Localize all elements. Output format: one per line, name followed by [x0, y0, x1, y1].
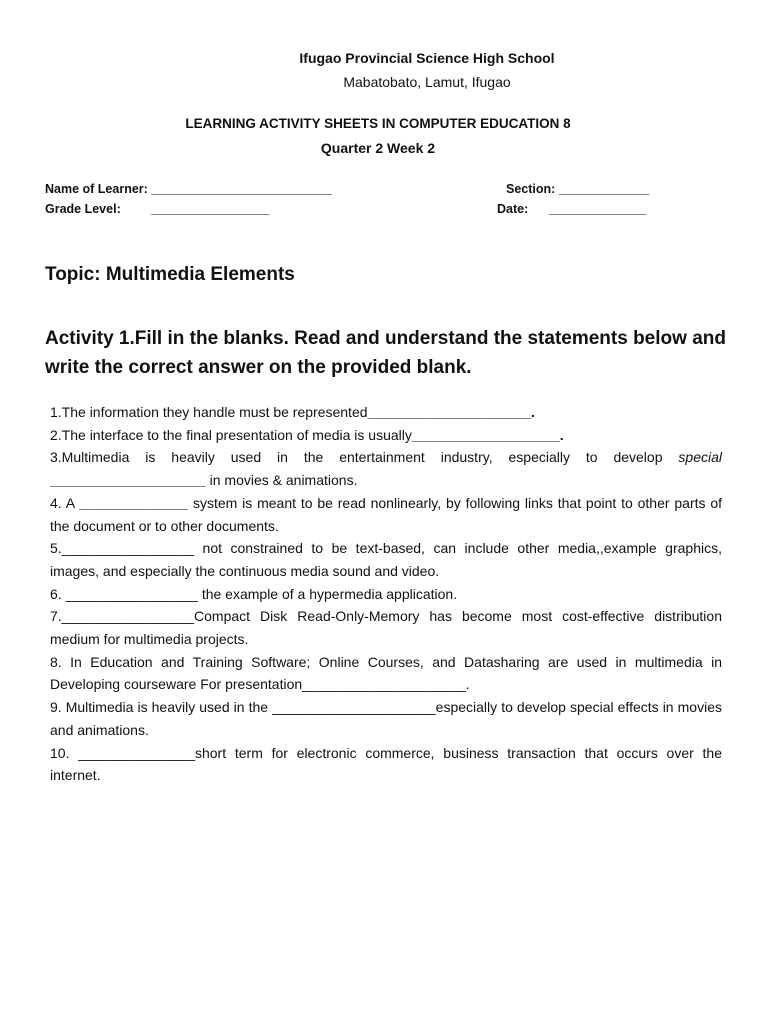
question-item: 7._________________Compact Disk Read-Only-Memory has become most cost-effective distribution medium for multimedia projects. [50, 608, 722, 648]
sheet-title: LEARNING ACTIVITY SHEETS IN COMPUTER EDUCATION 8 [185, 116, 571, 131]
question-item: 8. In Education and Training Software; Online Courses, and Datasharing are used in multimedia in Developing courseware For presentation_____________________. [50, 653, 722, 693]
answer-blank: _____________________. [367, 404, 535, 420]
answer-blank: ___________________. [411, 426, 564, 443]
question-item [50, 446, 722, 491]
name-of-learner-field: Name of Learner: __________________________ [45, 182, 333, 196]
question-text: 2.The interface to the final presentation of media is usually [50, 426, 412, 443]
activity-instructions: Activity 1.Fill in the blanks. Read and understand the statements below and write the correct answer on the provided blank. [45, 328, 726, 378]
question-item [50, 424, 722, 447]
school-address: Mabatobato, Lamut, Ifugao [343, 74, 511, 90]
grade-level-blank: _________________ [151, 202, 270, 216]
question-item: 6. _________________ the example of a hypermedia application. [50, 585, 458, 602]
question-item [50, 401, 722, 424]
question-text: 4. A [50, 494, 80, 511]
question-text: system is meant to be read nonlinearly, by following links that point to other parts of the document or to other documents. [50, 494, 722, 534]
answer-blank: ______________ [79, 494, 189, 511]
question-item: 9. Multimedia is heavily used in the _____________________especially to develop special effects in movies and animations. [50, 699, 722, 738]
answer-blank: ____________________ [50, 472, 206, 489]
question-item: 10. _______________short term for electronic commerce, business transaction that occurs over the internet. [50, 744, 722, 784]
grade-level-label: Grade Level: [45, 202, 121, 216]
date-label: Date: [497, 202, 529, 216]
school-name: Ifugao Provincial Science High School [299, 50, 555, 66]
question-item [50, 492, 722, 537]
topic-heading: Topic: Multimedia Elements [45, 264, 295, 285]
question-item: 5._________________ not constrained to be text-based, can include other media,,example graphics, images, and especially the continuous media sound and video. [50, 540, 722, 579]
question-text: in movies & animations. [205, 472, 358, 489]
date-blank: ______________ [549, 202, 647, 216]
question-text: 1.The information they handle must be represented [50, 404, 368, 420]
question-text: 3.Multimedia is heavily used in the entertainment industry, especially to develop [50, 449, 679, 466]
question-list [50, 401, 722, 787]
question-text-italic: special [678, 449, 722, 466]
quarter-week: Quarter 2 Week 2 [320, 140, 436, 156]
section-field: Section: _____________ [506, 182, 650, 196]
